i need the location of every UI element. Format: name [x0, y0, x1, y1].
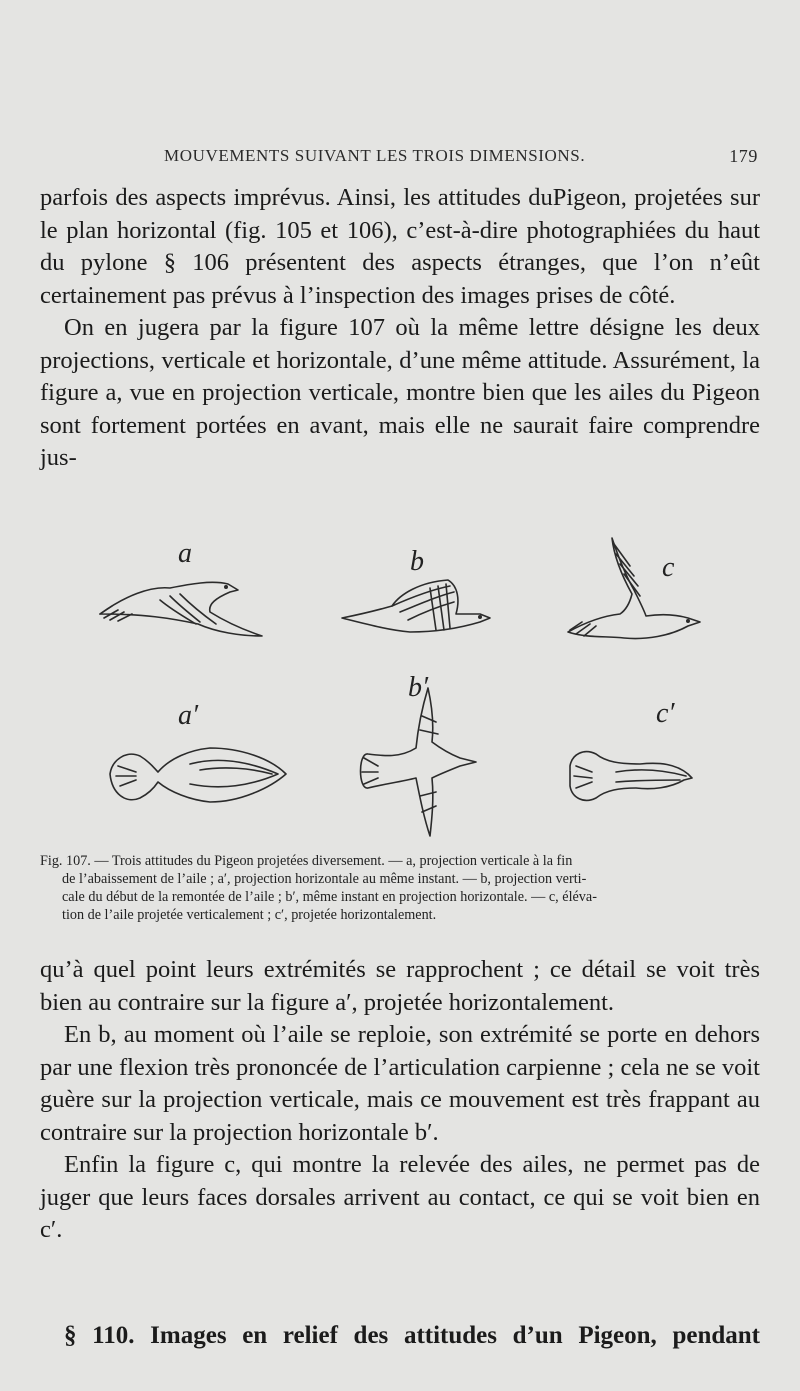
paragraph-4: En b, au moment où l’aile se reploie, son extrémité se porte en dehors par une flexion très prononcée de l’articulation carpienne ; cela ne se voit guère sur la projection verticale, mais ce mouvement est très frappant au contraire sur la projection horizontale b′. — [40, 1021, 760, 1146]
caption-line: Fig. 107. — Trois attitudes du Pigeon projetées diversement. — a, projection verticale à la fin — [40, 853, 573, 869]
paragraph-1: parfois des aspects imprévus. Ainsi, les attitudes duPigeon, projetées sur le plan horizontal (fig. 105 et 106), c’est-à-dire photographiées du haut du pylone § 106 présentent des aspects étranges, que l’on n’eût certainement pas prévus à l’inspection des images prises de côté. — [40, 184, 760, 309]
pigeon-drawing-a — [100, 582, 262, 636]
figure-label-c-prime: c′ — [656, 698, 675, 729]
figure-caption — [40, 852, 760, 924]
paragraph-3: qu’à quel point leurs extrémités se rapprochent ; ce détail se voit très bien au contraire sur la figure a′, projetée horizontalement. — [40, 956, 760, 1016]
text-block-bottom — [40, 954, 760, 1247]
figure-label-b: b — [410, 546, 424, 577]
running-header — [40, 146, 760, 170]
figure-label-c: c — [662, 552, 675, 583]
pigeon-drawing-c-prime — [570, 752, 692, 801]
pigeon-drawing-b — [342, 580, 490, 632]
pigeon-drawing-c — [568, 538, 700, 639]
text-block-top — [40, 182, 760, 475]
paragraph-5: Enfin la figure c, qui montre la relevée des ailes, ne permet pas de juger que leurs faces dorsales arrivent au contact, ce qui se voit bien en c′. — [40, 1151, 760, 1243]
figure-107 — [40, 526, 760, 848]
running-title: MOUVEMENTS SUIVANT LES TROIS DIMENSIONS. — [164, 146, 586, 165]
caption-line: tion de l’aile projetée verticalement ; c′, projetée horizontalement. — [62, 907, 437, 923]
pigeon-drawing-b-prime — [361, 688, 477, 836]
pigeon-drawing-a-prime — [110, 748, 286, 802]
caption-line: de l’abaissement de l’aile ; a′, projection horizontale au même instant. — b, projection verti- — [62, 871, 587, 887]
pigeon-drawings — [40, 526, 760, 848]
caption-line: cale du début de la remontée de l’aile ; b′, même instant en projection horizontale. — c, éléva- — [62, 889, 597, 905]
page-number: 179 — [729, 146, 758, 166]
section-heading: § 110. Images en relief des attitudes d’un Pigeon, pendant — [64, 1322, 760, 1349]
figure-label-a-prime: a′ — [178, 700, 199, 731]
figure-label-a: a — [178, 538, 192, 569]
figure-label-b-prime: b′ — [408, 672, 429, 703]
paragraph-2: On en jugera par la figure 107 où la même lettre désigne les deux projections, verticale et horizontale, d’une même attitude. Assurément, la figure a, vue en projection verticale, montre bien que les ailes du Pigeon sont fortement portées en avant, mais elle ne saurait faire comprendre jus- — [40, 314, 760, 471]
